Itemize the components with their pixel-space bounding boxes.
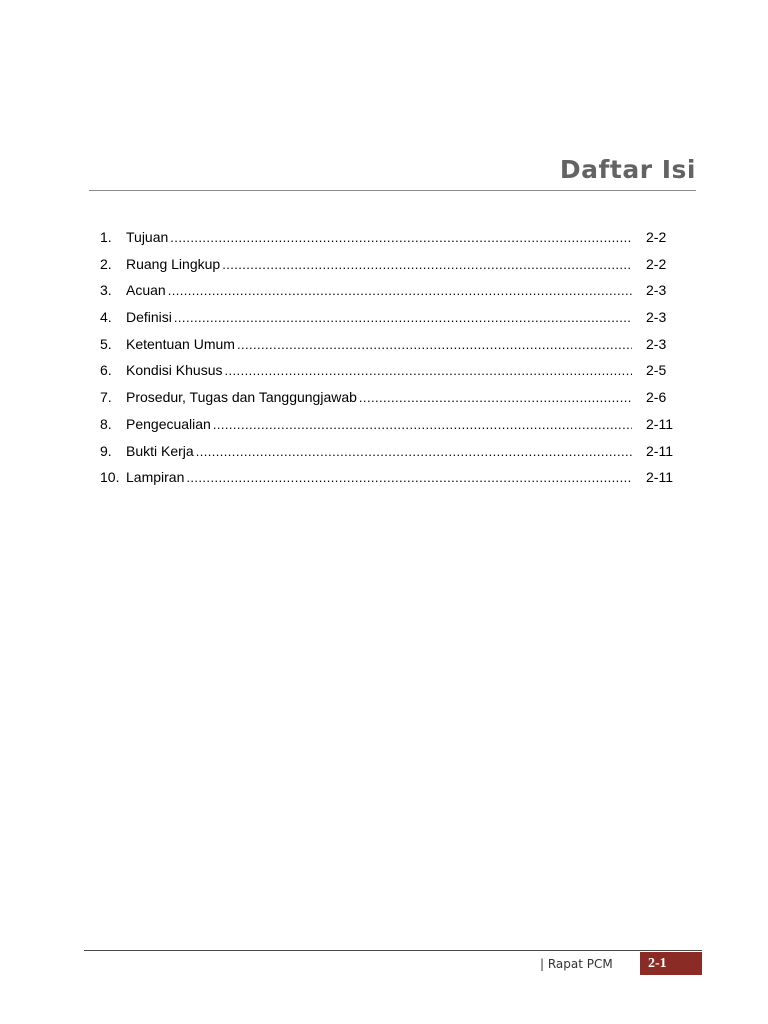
toc-label: Definisi <box>126 309 172 326</box>
toc-item-7[interactable] <box>100 384 690 411</box>
toc-leader <box>359 385 632 412</box>
toc-leader <box>225 358 632 385</box>
toc-number: 3. <box>100 282 112 299</box>
toc-item-2[interactable] <box>100 251 690 278</box>
toc-page: 2-3 <box>646 335 667 352</box>
toc-number: 9. <box>100 442 112 459</box>
toc-leader <box>213 412 632 439</box>
toc-number: 2. <box>100 255 112 272</box>
toc-item-3[interactable] <box>100 277 690 304</box>
toc-item-1[interactable] <box>100 224 690 251</box>
toc-number: 6. <box>100 362 112 379</box>
toc-leader <box>237 332 632 359</box>
toc-label: Lampiran <box>126 469 185 486</box>
toc-item-6[interactable] <box>100 357 690 384</box>
toc-page: 2-11 <box>646 415 673 432</box>
toc-page: 2-3 <box>646 282 667 299</box>
toc-page: 2-2 <box>646 229 667 245</box>
toc-number: 5. <box>100 335 112 352</box>
toc-item-10[interactable] <box>100 464 690 491</box>
toc-page: 2-11 <box>646 469 673 486</box>
toc-leader <box>168 278 632 305</box>
toc-number: 1. <box>100 229 112 245</box>
toc-page: 2-11 <box>646 442 673 459</box>
page-title: Daftar Isi <box>559 155 696 184</box>
toc-item-5[interactable] <box>100 331 690 358</box>
toc-label: Bukti Kerja <box>126 442 194 459</box>
toc-label: Pengecualian <box>126 415 211 432</box>
toc-leader <box>170 225 632 252</box>
toc-leader <box>186 465 632 492</box>
toc-number: 10. <box>100 469 120 486</box>
toc-number: 7. <box>100 389 112 406</box>
toc-label: Tujuan <box>126 229 169 245</box>
toc-leader <box>196 439 632 466</box>
title-divider <box>89 190 696 191</box>
toc-leader <box>174 305 632 332</box>
table-of-contents <box>100 224 690 491</box>
toc-number: 8. <box>100 415 112 432</box>
footer-page-number: 2-1 <box>640 952 702 975</box>
toc-label: Acuan <box>126 282 166 299</box>
toc-item-9[interactable] <box>100 438 690 465</box>
toc-page: 2-3 <box>646 309 667 326</box>
toc-label: Prosedur, Tugas dan Tanggungjawab <box>126 389 357 406</box>
toc-leader <box>222 252 632 279</box>
toc-item-8[interactable] <box>100 411 690 438</box>
toc-number: 4. <box>100 309 112 326</box>
footer-label: | Rapat PCM <box>540 957 613 971</box>
toc-label: Ketentuan Umum <box>126 335 235 352</box>
toc-label: Kondisi Khusus <box>126 362 223 379</box>
toc-page: 2-2 <box>646 255 667 272</box>
toc-item-4[interactable] <box>100 304 690 331</box>
toc-page: 2-5 <box>646 362 667 379</box>
footer-divider <box>84 950 702 951</box>
toc-label: Ruang Lingkup <box>126 255 221 272</box>
toc-page: 2-6 <box>646 389 667 406</box>
